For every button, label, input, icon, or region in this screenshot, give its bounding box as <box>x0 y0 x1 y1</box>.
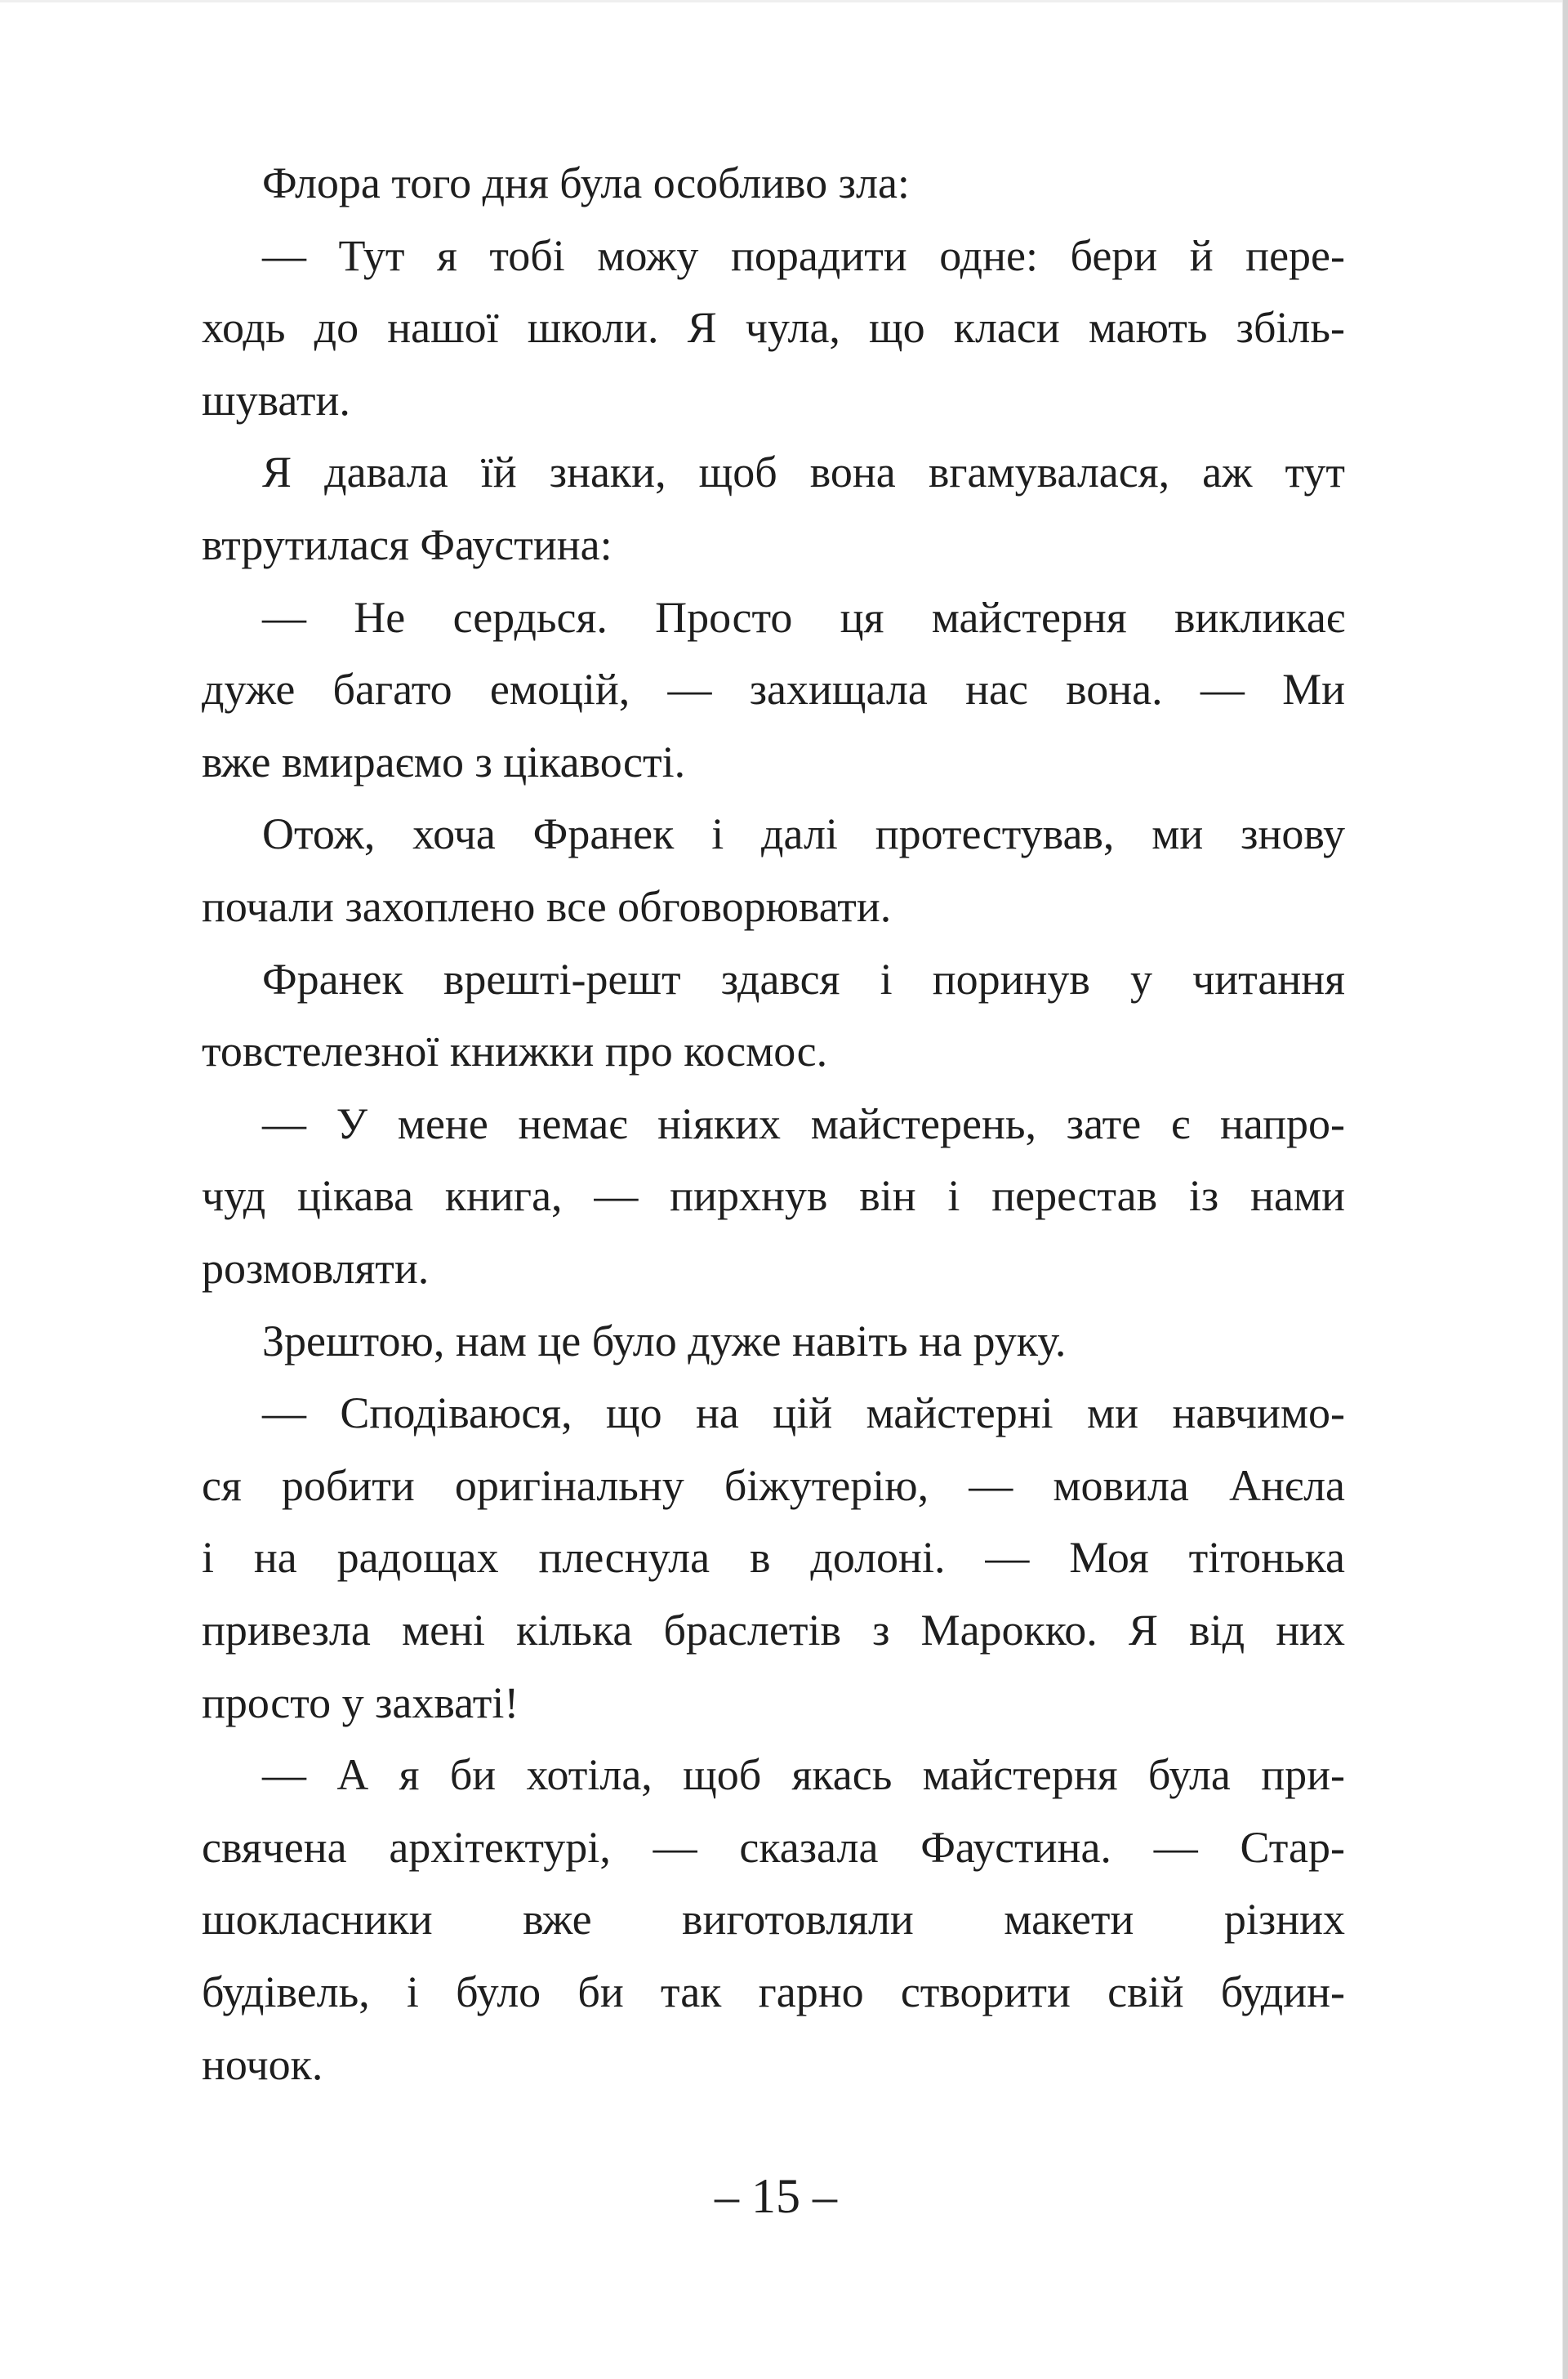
text-line: — Сподіваюся, що на цій майстерні ми навчимо- <box>262 1388 1345 1438</box>
text-line: свячена архітектурі, — сказала Фаустина. — Стар- <box>202 1822 1345 1872</box>
text-line: будівель, і було би так гарно створити свій будин- <box>202 1967 1345 2016</box>
text-line: і на радощах плеснула в долоні. — Моя тітонька <box>202 1533 1345 1583</box>
text-line: Я давала їй знаки, щоб вона вгамувалася, аж тут <box>262 448 1345 497</box>
text-line: втрутилася Фаустина: <box>202 520 612 569</box>
text-line: — Тут я тобі можу порадити одне: бери й пере- <box>262 230 1345 280</box>
text-line: чуд цікава книга, — пирхнув він і перестав із нами <box>202 1171 1345 1221</box>
text-line: ходь до нашої школи. Я чула, що класи мають збіль- <box>202 303 1345 353</box>
text-line: Зрештою, нам це було дуже навіть на руку. <box>262 1316 1067 1365</box>
text-line: Флора того дня була особливо зла: <box>262 158 910 207</box>
text-line: просто у захваті! <box>202 1677 519 1727</box>
page-number: – 15 – <box>715 2169 837 2223</box>
text-line: Отож, хоча Франек і далі протестував, ми знову <box>262 809 1345 859</box>
text-line: почали захоплено все обговорювати. <box>202 882 892 931</box>
page-right-edge <box>1562 0 1568 2379</box>
text-line: — А я би хотіла, щоб якась майстерня була при- <box>262 1750 1345 1800</box>
text-line: привезла мені кілька браслетів з Марокко. Я від них <box>202 1606 1345 1655</box>
text-line: вже вмираємо з цікавості. <box>202 737 686 786</box>
text-line: шокласники вже виготовляли макети різних <box>202 1895 1345 1945</box>
page-top-shadow <box>0 0 1563 2</box>
text-line: — У мене немає ніяких майстерень, зате є напро- <box>262 1098 1345 1148</box>
text-line: товстелезної книжки про космос. <box>202 1027 828 1076</box>
text-line: — Не сердься. Просто ця майстерня викликає <box>262 592 1345 642</box>
text-line: дуже багато емоцій, — захищала нас вона. — Ми <box>202 665 1345 715</box>
text-line: Франек врешті-решт здався і поринув у читання <box>262 954 1345 1004</box>
text-line: ночок. <box>202 2039 323 2089</box>
text-line: шувати. <box>202 375 350 425</box>
text-line: ся робити оригінальну біжутерію, — мовила Анєла <box>202 1460 1345 1510</box>
text-line: розмовляти. <box>202 1244 430 1293</box>
